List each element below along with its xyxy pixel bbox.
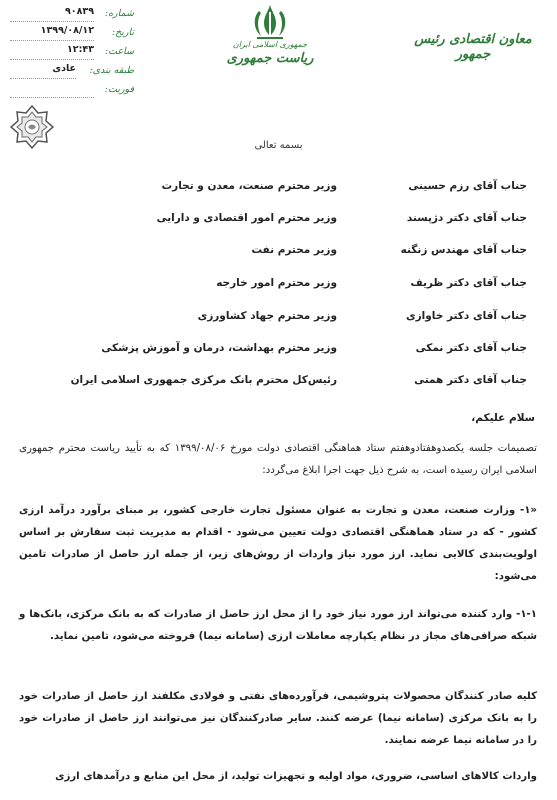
meta-value: ۱۲:۴۳ <box>67 44 94 55</box>
meta-number <box>6 6 134 25</box>
addressee-name: جناب آقای رزم حسینی <box>408 180 527 192</box>
iran-emblem-icon <box>247 2 293 42</box>
meta-label: ساعت: <box>104 46 134 57</box>
meta-label: فوریت: <box>104 84 134 95</box>
meta-label: طبقه بندی: <box>89 65 134 76</box>
addressee-title: رئیس‌کل محترم بانک مرکزی جمهوری اسلامی ایران <box>70 374 337 386</box>
meta-date <box>6 25 134 44</box>
addressee-title: وزیر محترم نفت <box>251 244 337 256</box>
addressee-title: وزیر محترم امور خارجه <box>216 277 337 289</box>
addressee-title: وزیر محترم امور اقتصادی و دارایی <box>156 212 337 224</box>
item-1-2-paragraph: کلیه صادر کنندگان محصولات پتروشیمی، فرآورده‌های نفتی و فولادی مکلفند ارز حاصل از صادرات خود را به بانک مرکزی (سامانه نیما) عرضه کنند. سایر صادرکنندگان نیز می‌توانند ارز حاصل از صادرات خود را در سامانه نیما عرضه نمایند. <box>19 691 537 746</box>
meta-classification <box>6 63 134 82</box>
addressee-name: جناب آقای دکتر خاوازی <box>406 310 527 322</box>
addressee-title: وزیر محترم صنعت، معدن و تجارت <box>161 180 337 192</box>
meta-label: شماره: <box>104 8 134 19</box>
meta-value: ۱۳۹۹/۰۸/۱۲ <box>40 25 94 36</box>
office-title: معاون اقتصادی رئیس جمهور <box>414 32 532 62</box>
basmala: بسمه تعالی <box>254 140 303 151</box>
greeting: سلام علیکم، <box>471 412 535 424</box>
addressee-name: جناب آقای مهندس زنگنه <box>400 244 527 256</box>
emblem-line-1: جمهوری اسلامی ایران <box>232 40 308 49</box>
item-1-paragraph: «۱- وزارت صنعت، معدن و تجارت به عنوان مسئول تجارت خارجی کشور، بر مبنای برآورد درآمد ارزی کشور - که در ستاد هماهنگی اقتصادی دولت تعیین می‌شود - اقدام به مدیریت ثبت سفارش بر اساس اولویت‌بندی کالایی نماید. ارز مورد نیاز واردات از روش‌های زیر، از جمله ارز حاصل از صادرات تامین می‌شود: <box>19 505 537 582</box>
item-1-1-paragraph: ۱-۱- وارد کننده می‌تواند ارز مورد نیاز خود را از محل ارز حاصل از صادرات که به بانک مرکزی، بانک‌ها و شبکه صرافی‌های مجاز در نظام یکپارچه معاملات ارزی (سامانه نیما) فروخته می‌شود، تامین نماید. <box>19 609 537 642</box>
addressee-title: وزیر محترم بهداشت، درمان و آموزش پزشکی <box>101 342 337 354</box>
item-1-3-paragraph: واردات کالاهای اساسی، ضروری، مواد اولیه و تجهیزات تولید، از محل این منابع و درآمدهای ارزی <box>55 771 537 782</box>
emblem-caption <box>222 40 318 66</box>
addressee-name: جناب آقای دکتر ظریف <box>410 277 527 289</box>
meta-time <box>6 44 134 63</box>
addressee-name: جناب آقای دکتر نمکی <box>415 342 527 354</box>
addressee-title: وزیر محترم جهاد کشاورزی <box>197 310 337 322</box>
addressee-name: جناب آقای دکتر دژپسند <box>406 212 527 224</box>
letter-metadata <box>6 6 134 101</box>
meta-value: ۹۰۸۳۹ <box>65 6 94 17</box>
intro-paragraph: تصمیمات جلسه یکصدوهفتادوهفتم ستاد هماهنگی اقتصادی دولت مورخ ۱۳۹۹/۰۸/۰۶ که به تأیید ریاست محترم جمهوری اسلامی ایران رسیده است، به شرح ذیل جهت اجرا ابلاغ می‌گردد: <box>19 443 537 476</box>
emblem-line-2: ریاست جمهوری <box>226 51 314 66</box>
addressee-name: جناب آقای دکتر همتی <box>414 374 527 386</box>
meta-label: تاریخ: <box>111 27 134 38</box>
meta-urgency <box>6 82 134 101</box>
meta-value: عادی <box>52 63 76 74</box>
